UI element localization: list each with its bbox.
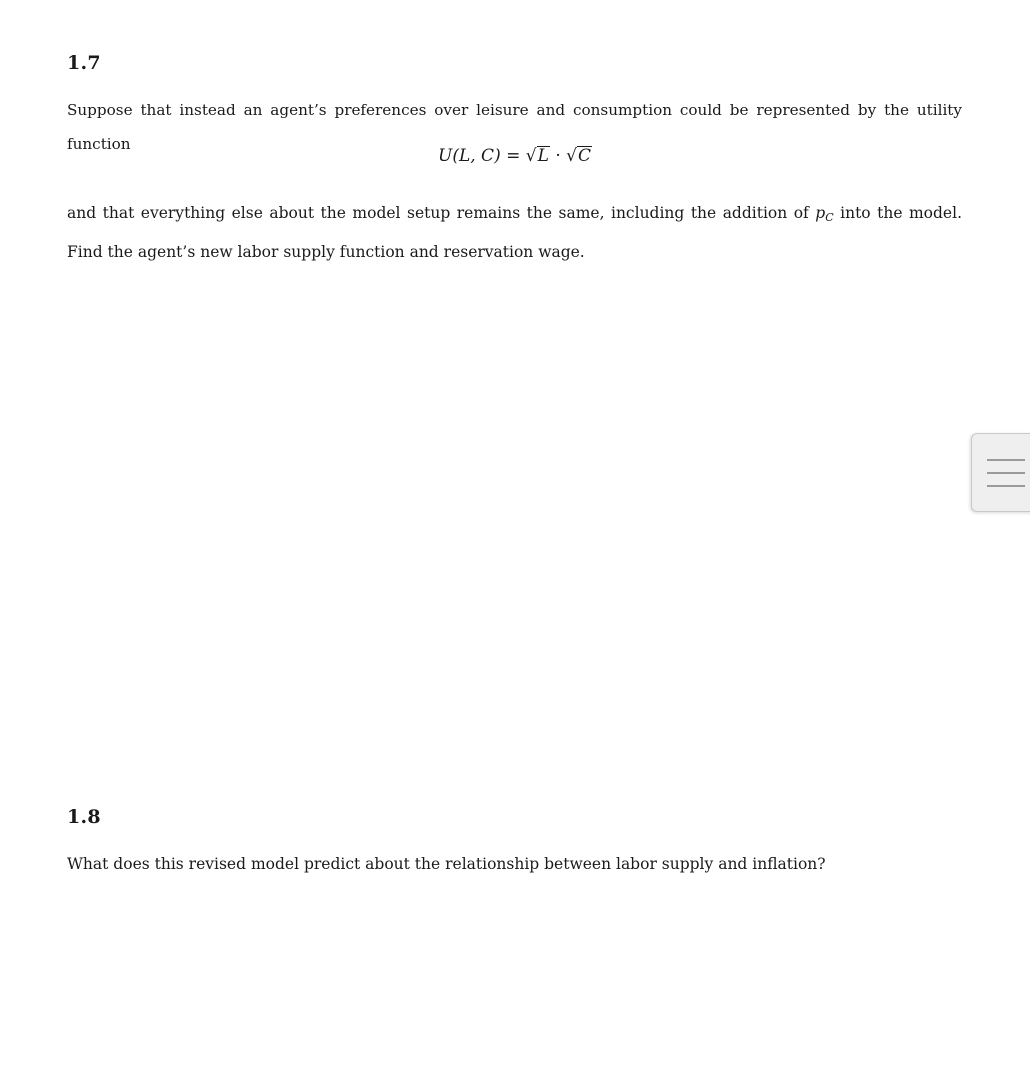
problem-continuation: and that everything else about the model setup remains the same, including the addition of $p_C$ into the model. Find the agent’s new labor supply function and reservation wage.: [67, 204, 962, 261]
section-number: 1.8: [67, 806, 101, 828]
equation-func: U: [438, 146, 453, 166]
problem-intro: Suppose that instead an agent’s preferences over leisure and consumption could be represented by the utility function: [67, 101, 962, 153]
section-1-7-continuation: [67, 196, 962, 269]
price-subscript: C: [825, 211, 834, 224]
section-number: 1.7: [67, 52, 101, 74]
section-1-8: [67, 806, 962, 881]
utility-equation: [0, 146, 1030, 166]
sqrt-l: √L: [525, 146, 549, 166]
sqrt-c: √C: [566, 146, 591, 166]
side-menu-toggle[interactable]: [971, 433, 1030, 512]
section-1-7: [67, 52, 962, 161]
price-variable: p: [815, 204, 826, 222]
equation-equals: =: [506, 146, 521, 166]
problem-question: What does this revised model predict about the relationship between labor supply and inflation?: [67, 855, 826, 873]
equation-args: (L, C): [452, 146, 501, 166]
equation-dot: ·: [555, 146, 561, 166]
